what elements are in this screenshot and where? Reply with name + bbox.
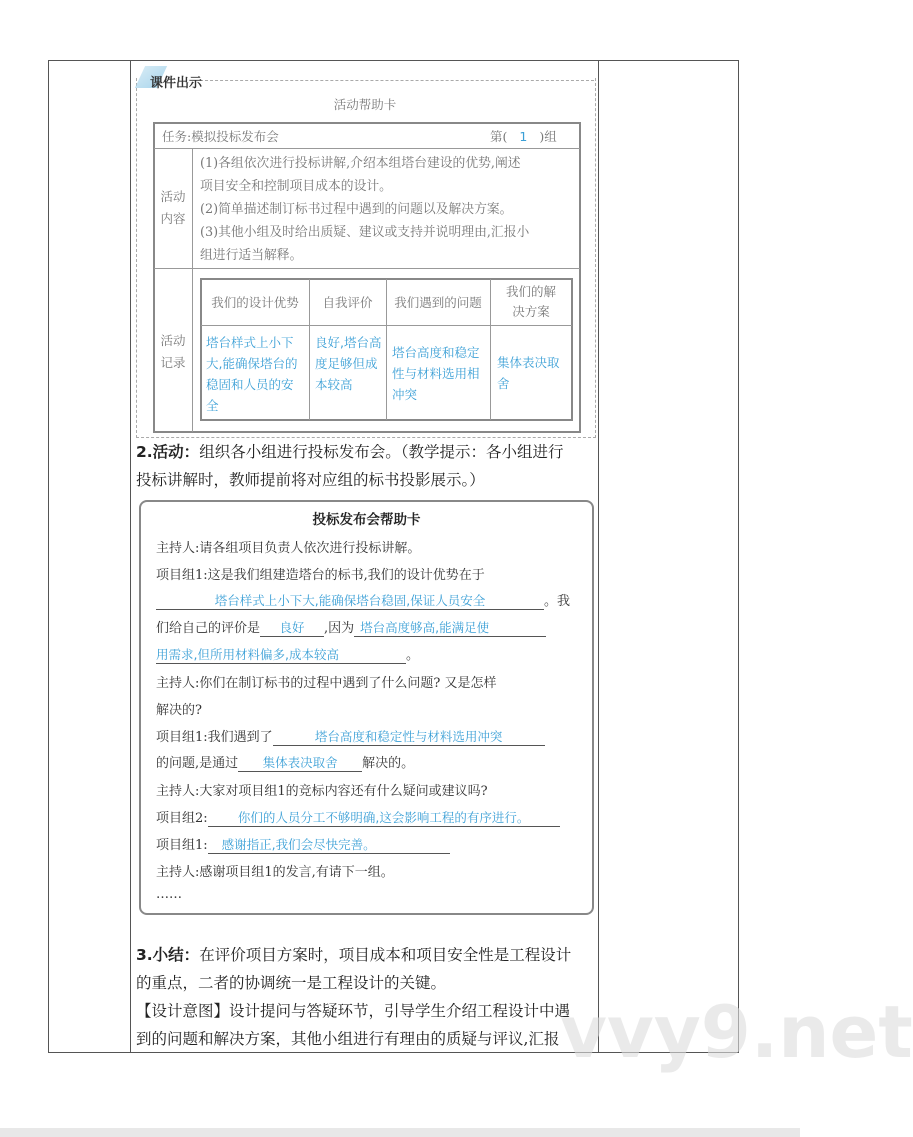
courseware-top-border bbox=[200, 80, 594, 81]
ellipsis: …… bbox=[156, 887, 182, 902]
task-label: 任务:模拟投标发布会 bbox=[162, 129, 279, 144]
record-header: 我们的设计优势 bbox=[211, 295, 299, 310]
record-header: 我们遇到的问题 bbox=[394, 295, 482, 310]
help-card-title: 活动帮助卡 bbox=[333, 97, 397, 112]
record-label: 活动记录 bbox=[160, 333, 186, 370]
dialog-line: 项目组1:我们遇到了 塔台高度和稳定性与材料选用冲突 bbox=[156, 726, 545, 746]
record-value: 集体表决取舍 bbox=[497, 355, 560, 391]
record-header: 自我评价 bbox=[322, 295, 373, 310]
record-value: 塔台高度和稳定性与材料选用相冲突 bbox=[392, 345, 480, 402]
table-column-divider bbox=[130, 60, 131, 1053]
table-column-divider bbox=[598, 60, 599, 1053]
table-border-top bbox=[48, 60, 739, 61]
page-bottom-bar bbox=[0, 1128, 800, 1137]
dialog-line: 项目组1:这是我们组建造塔台的标书,我们的设计优势在于 bbox=[156, 568, 485, 583]
record-value: 塔台样式上小下大,能确保塔台的稳固和人员的安全 bbox=[206, 335, 298, 413]
dialog-line: 主持人:大家对项目组1的竞标内容还有什么疑问或建议吗? bbox=[156, 784, 488, 799]
dialog-line: 们给自己的评价是 良好 ,因为 塔台高度够高,能满足使 bbox=[156, 617, 546, 637]
courseware-label: 课件出示 bbox=[150, 76, 203, 91]
dialog-line: 主持人:请各组项目负责人依次进行投标讲解。 bbox=[156, 541, 421, 556]
activity-paragraph: 2.活动：组织各小组进行投标发布会。（教学提示：各小组进行 投标讲解时，教师提前将对应组的标书投影展示。） bbox=[136, 443, 564, 489]
watermark: vvy9.net bbox=[560, 990, 913, 1074]
table-border-right bbox=[738, 60, 739, 1053]
content-list: (1)各组依次进行投标讲解,介绍本组塔台建设的优势,阐述 项目安全和控制项目成本的设计。 (2)简单描述制订标书过程中遇到的问题以及解决方案。 (3)其他小组及时给出质疑、建议或支持并说明理由,汇报小 组进行适当解释。 bbox=[200, 156, 530, 263]
dialog-line: 用需求,但所用材料偏多,成本较高 。 bbox=[156, 647, 420, 663]
dialog-line: 项目组1: 感谢指正,我们会尽快完善。 bbox=[156, 834, 450, 854]
record-value: 良好,塔台高度足够但成本较高 bbox=[315, 335, 382, 392]
summary-paragraph: 3.小结：在评价项目方案时，项目成本和项目安全性是工程设计 的重点，二者的协调统一是工程设计的关键。 【设计意图】设计提问与答疑环节，引导学生介绍工程设计中遇 到的问题和解决方案，其他小组进行有理由的质疑与评议,汇报 bbox=[136, 946, 572, 1048]
content-label: 活动内容 bbox=[160, 189, 186, 226]
bid-card-title: 投标发布会帮助卡 bbox=[312, 512, 421, 528]
dialog-line: 主持人:感谢项目组1的发言,有请下一组。 bbox=[156, 865, 394, 880]
record-header: 我们的解决方案 bbox=[505, 284, 556, 319]
dialog-line: 主持人:你们在制订标书的过程中遇到了什么问题? 又是怎样 bbox=[156, 676, 497, 691]
dialog-line: 解决的? bbox=[156, 703, 202, 718]
group-number: 第( 1 )组 bbox=[490, 129, 557, 144]
dialog-line: 塔台样式上小下大,能确保塔台稳固,保证人员安全 。我 bbox=[156, 590, 570, 610]
table-border-left bbox=[48, 60, 49, 1053]
dialog-line: 项目组2: 你们的人员分工不够明确,这会影响工程的有序进行。 bbox=[156, 807, 560, 827]
dialog-line: 的问题,是通过 集体表决取舍 解决的。 bbox=[156, 755, 415, 771]
